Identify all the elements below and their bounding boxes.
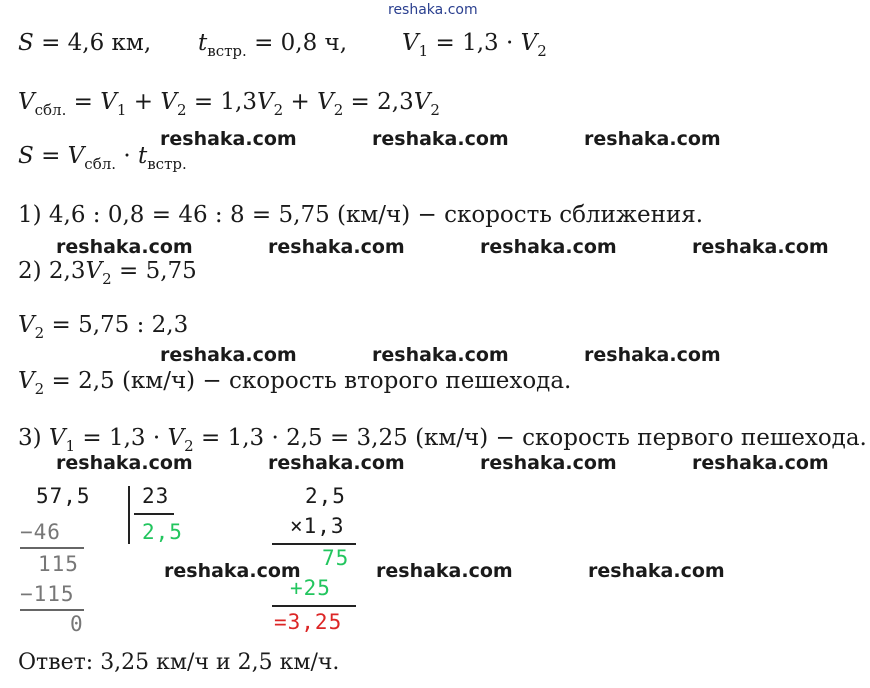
watermark: reshaka.com bbox=[372, 128, 509, 150]
division-remainder-1: 115 bbox=[38, 552, 79, 576]
watermark: reshaka.com bbox=[268, 236, 405, 258]
mult-line-1 bbox=[272, 543, 356, 545]
watermark: reshaka.com bbox=[376, 560, 513, 582]
approach-speed-formula: $V_{сбл.} = V_1 + V_2 = 1,3V_2 + V_2 = 2,3V_2$ bbox=[18, 89, 440, 119]
division-dividend: 57,5 bbox=[36, 484, 91, 508]
mult-top: 2,5 bbox=[305, 484, 346, 508]
mult-partial-1: 75 bbox=[322, 546, 350, 570]
given-distance: S = 4,6 км, bbox=[18, 30, 152, 56]
watermark: reshaka.com bbox=[692, 236, 829, 258]
division-subtrahend-2: −115 bbox=[20, 582, 75, 606]
watermark: reshaka.com bbox=[56, 452, 193, 474]
watermark: reshaka.com bbox=[160, 344, 297, 366]
division-quotient: 2,5 bbox=[142, 520, 183, 544]
mult-partial-2: +25 bbox=[290, 576, 331, 600]
watermark: reshaka.com bbox=[692, 452, 829, 474]
mult-result: =3,25 bbox=[274, 610, 343, 634]
given-speed-ratio: $V_1 = 1,3 \cdot V_2$ bbox=[402, 30, 547, 60]
step-2: 2) $2,3V_2 = 5,75$ bbox=[18, 258, 197, 288]
step-1: 1) 4,6 : 0,8 = 46 : 8 = 5,75 (км/ч) − скорость сближения. bbox=[18, 202, 704, 228]
division-remainder-2: 0 bbox=[70, 612, 84, 636]
division-line-2 bbox=[20, 609, 84, 611]
watermark: reshaka.com bbox=[372, 344, 509, 366]
watermark: reshaka.com bbox=[160, 128, 297, 150]
mult-line-2 bbox=[272, 605, 356, 607]
mult-bottom: ×1,3 bbox=[290, 514, 345, 538]
division-divisor-line bbox=[134, 513, 174, 515]
division-bracket bbox=[128, 486, 130, 544]
watermark: reshaka.com bbox=[56, 236, 193, 258]
step-2-equation: $V_2 = 5,75$ : 2,3 bbox=[18, 312, 189, 342]
watermark: reshaka.com bbox=[584, 128, 721, 150]
watermark: reshaka.com bbox=[588, 560, 725, 582]
watermark: reshaka.com bbox=[164, 560, 301, 582]
division-line-1 bbox=[20, 547, 84, 549]
given-time: $t_{встр.} = 0,8$ ч, bbox=[198, 30, 348, 60]
watermark: reshaka.com bbox=[584, 344, 721, 366]
division-subtrahend-1: −46 bbox=[20, 520, 61, 544]
watermark: reshaka.com bbox=[480, 236, 617, 258]
watermark: reshaka.com bbox=[480, 452, 617, 474]
step-3: 3) $V_1 = 1,3 \cdot V_2 = 1,3 \cdot 2,5 = 3,25$ (км/ч) − скорость первого пешехода. bbox=[18, 425, 867, 455]
distance-formula: $S = V_{сбл.} \cdot t_{встр.}$ bbox=[18, 143, 187, 173]
step-2-result: $V_2 = 2,5$ (км/ч) − скорость второго пешехода. bbox=[18, 368, 572, 398]
watermark: reshaka.com bbox=[268, 452, 405, 474]
answer: Ответ: 3,25 км/ч и 2,5 км/ч. bbox=[18, 650, 340, 675]
division-divisor: 23 bbox=[142, 484, 170, 508]
site-header[interactable]: reshaka.com bbox=[388, 2, 478, 18]
